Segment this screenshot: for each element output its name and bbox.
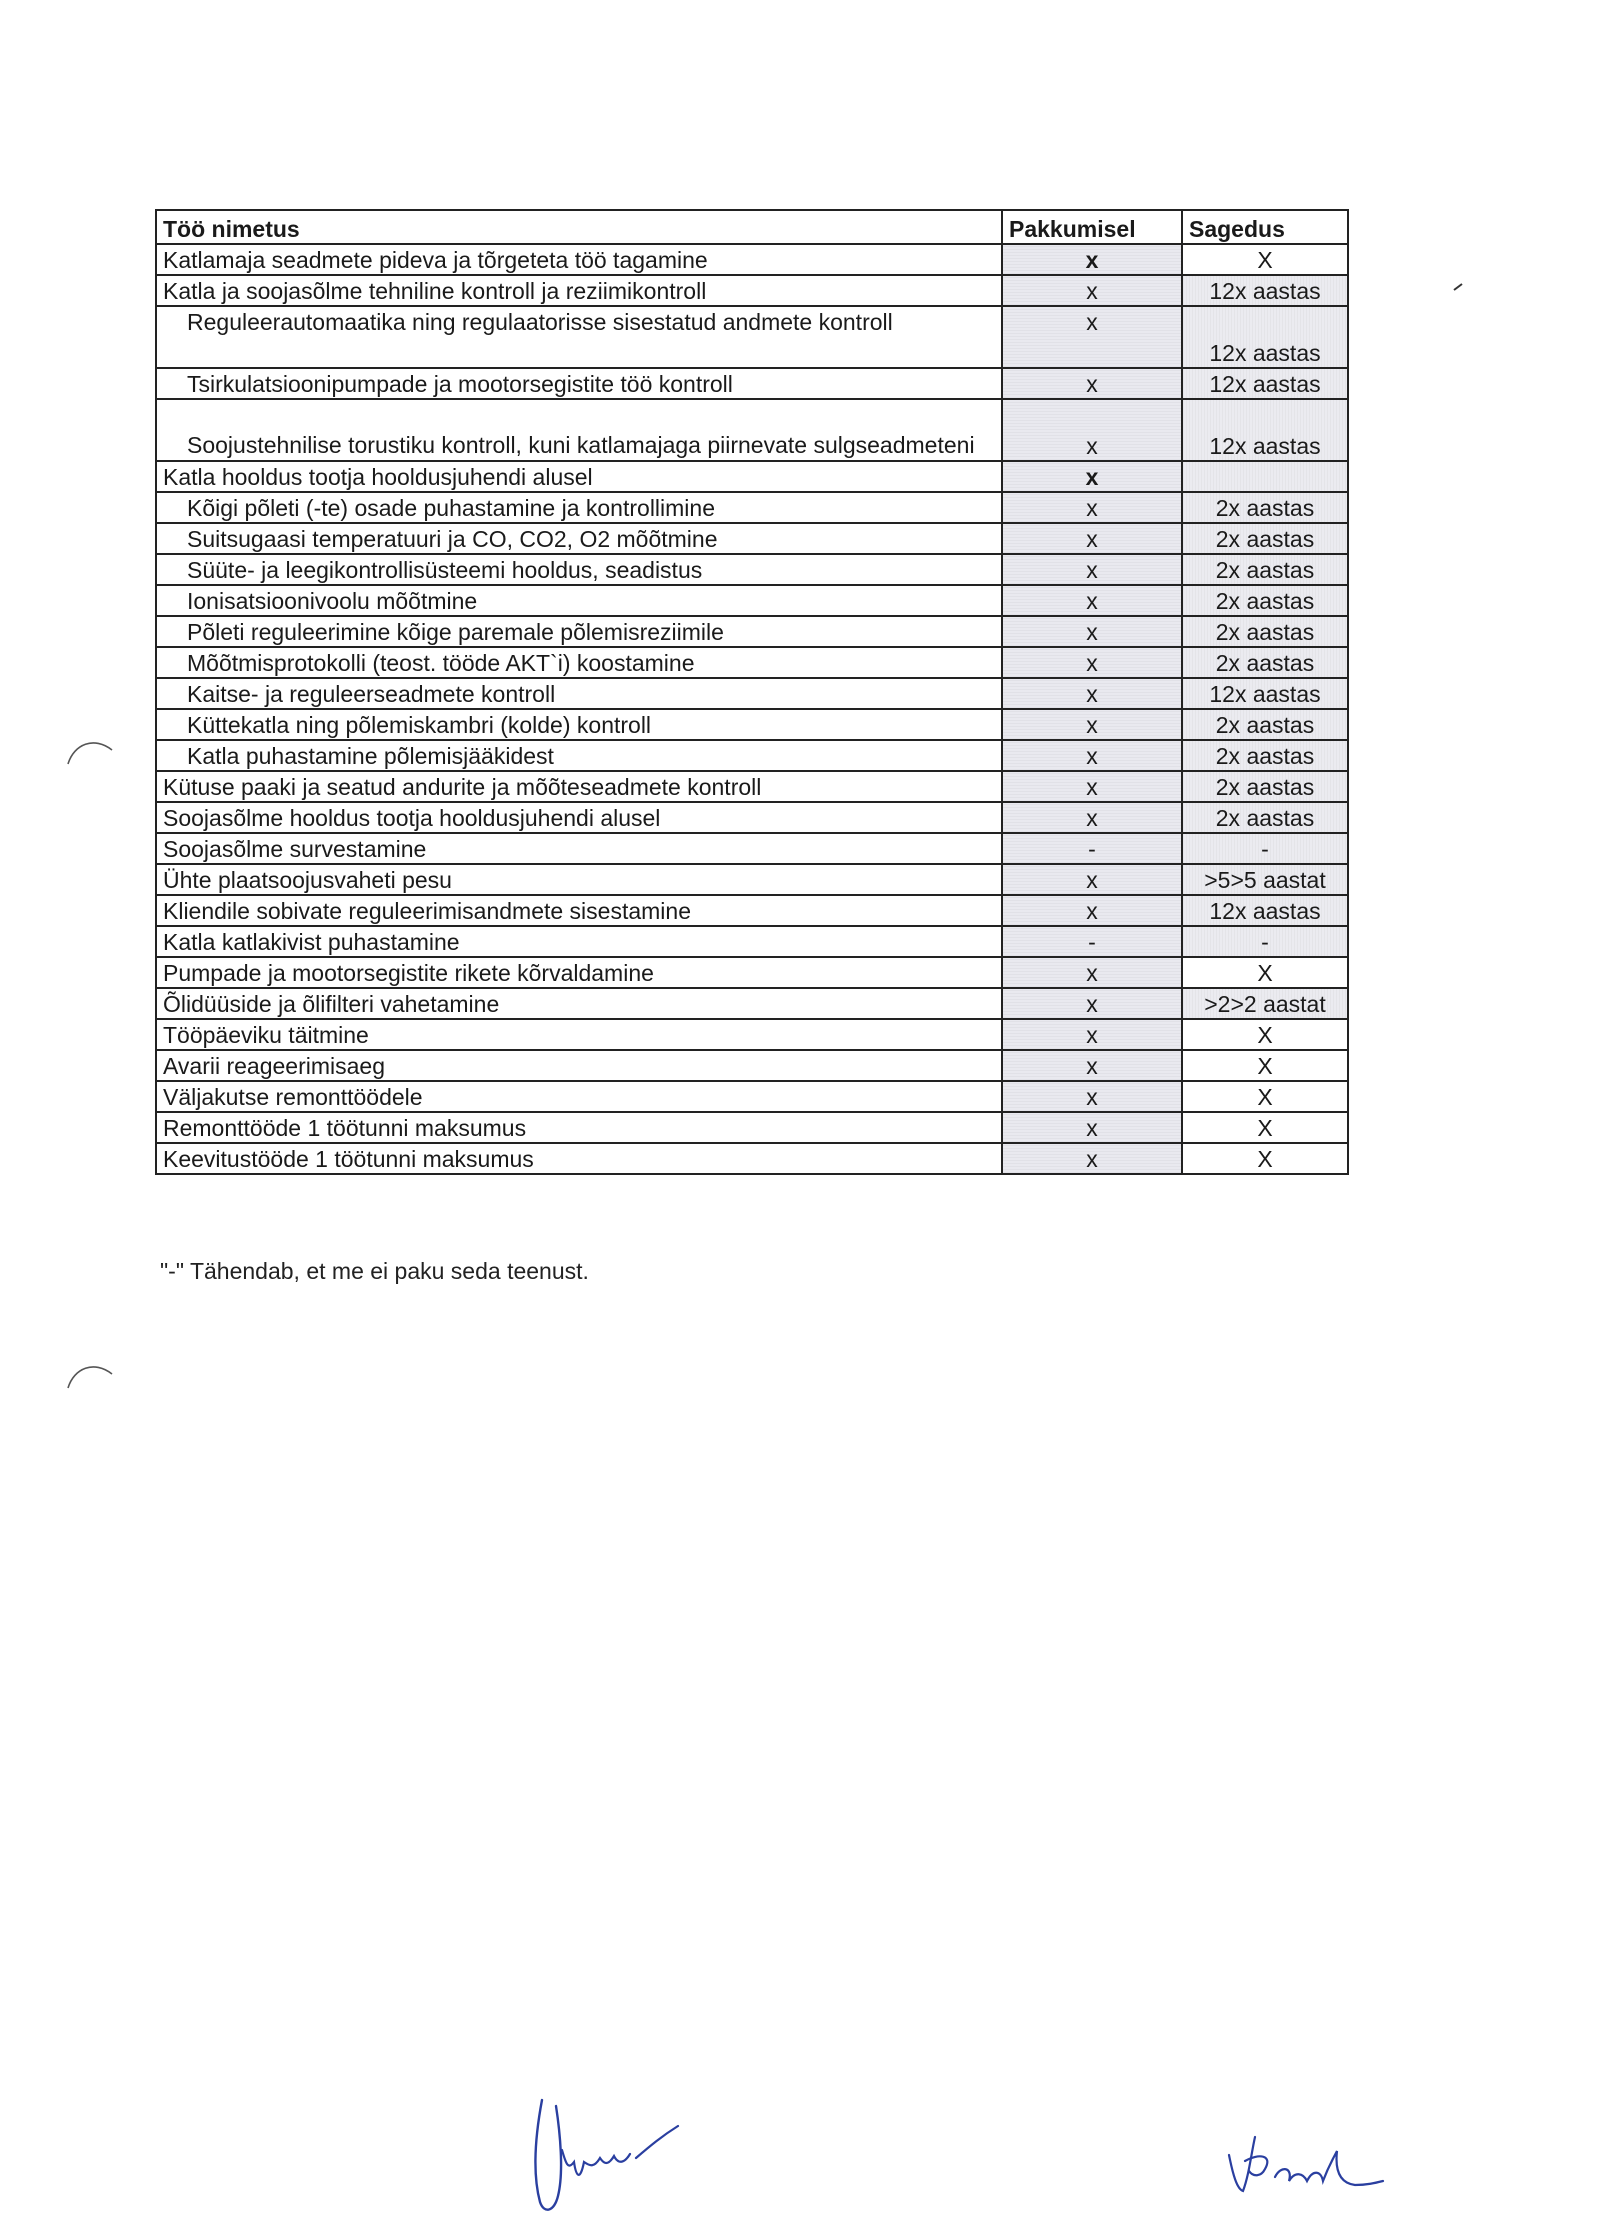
frequency-cell: 2x aastas [1182, 585, 1348, 616]
offer-cell: x [1002, 1112, 1182, 1143]
offer-cell: x [1002, 740, 1182, 771]
offer-cell: - [1002, 833, 1182, 864]
work-name-cell: Soojasõlme survestamine [156, 833, 1002, 864]
table-row [156, 1050, 1348, 1081]
table-row [156, 1143, 1348, 1174]
table-row [156, 926, 1348, 957]
frequency-cell: X [1182, 1081, 1348, 1112]
offer-cell: x [1002, 709, 1182, 740]
table-row [156, 275, 1348, 306]
offer-cell: x [1002, 554, 1182, 585]
frequency-cell: >2>2 aastat [1182, 988, 1348, 1019]
header-offer: Pakkumisel [1002, 210, 1182, 244]
offer-cell: - [1002, 926, 1182, 957]
work-name-cell: Pumpade ja mootorsegistite rikete kõrvaldamine [156, 957, 1002, 988]
table-row [156, 244, 1348, 275]
table-row [156, 523, 1348, 554]
work-name-cell: Avarii reageerimisaeg [156, 1050, 1002, 1081]
work-name-cell: Keevitustööde 1 töötunni maksumus [156, 1143, 1002, 1174]
frequency-cell [1182, 461, 1348, 492]
table-row [156, 771, 1348, 802]
frequency-cell: 12x aastas [1182, 306, 1348, 368]
offer-cell: x [1002, 399, 1182, 461]
work-name-cell: Kaitse- ja reguleerseadmete kontroll [156, 678, 1002, 709]
work-name-cell: Mõõtmisprotokolli (teost. tööde AKT`i) koostamine [156, 647, 1002, 678]
work-name-cell: Tsirkulatsioonipumpade ja mootorsegistite töö kontroll [156, 368, 1002, 399]
frequency-cell: X [1182, 957, 1348, 988]
table-row [156, 461, 1348, 492]
work-name-cell: Reguleerautomaatika ning regulaatorisse sisestatud andmete kontroll [156, 306, 1002, 368]
table-row [156, 678, 1348, 709]
work-name-cell: Remonttööde 1 töötunni maksumus [156, 1112, 1002, 1143]
frequency-cell: 12x aastas [1182, 368, 1348, 399]
footnote: "-" Tähendab, et me ei paku seda teenust. [160, 1258, 589, 1284]
table-row [156, 802, 1348, 833]
punch-hole-mark [64, 726, 134, 796]
offer-cell: x [1002, 771, 1182, 802]
work-name-cell: Kõigi põleti (-te) osade puhastamine ja kontrollimine [156, 492, 1002, 523]
frequency-cell: 2x aastas [1182, 492, 1348, 523]
offer-cell: x [1002, 678, 1182, 709]
table-row [156, 647, 1348, 678]
work-name-cell: Ionisatsioonivoolu mõõtmine [156, 585, 1002, 616]
offer-cell: x [1002, 988, 1182, 1019]
frequency-cell: - [1182, 926, 1348, 957]
signature-right [1215, 2125, 1395, 2215]
table-row [156, 616, 1348, 647]
table-row [156, 399, 1348, 461]
work-name-cell: Põleti reguleerimine kõige paremale põlemisreziimile [156, 616, 1002, 647]
work-name-cell: Kliendile sobivate reguleerimisandmete sisestamine [156, 895, 1002, 926]
frequency-cell: X [1182, 1050, 1348, 1081]
offer-cell: x [1002, 244, 1182, 275]
offer-cell: x [1002, 275, 1182, 306]
work-name-cell: Suitsugaasi temperatuuri ja CO, CO2, O2 mõõtmine [156, 523, 1002, 554]
table-row [156, 1019, 1348, 1050]
offer-cell: x [1002, 802, 1182, 833]
work-name-cell: Kütuse paaki ja seatud andurite ja mõõteseadmete kontroll [156, 771, 1002, 802]
table-row [156, 1081, 1348, 1112]
table-row [156, 1112, 1348, 1143]
table-row [156, 709, 1348, 740]
work-name-cell: Katla ja soojasõlme tehniline kontroll ja reziimikontroll [156, 275, 1002, 306]
frequency-cell: - [1182, 833, 1348, 864]
work-name-cell: Küttekatla ning põlemiskambri (kolde) kontroll [156, 709, 1002, 740]
table-row [156, 895, 1348, 926]
offer-cell: x [1002, 585, 1182, 616]
services-table [155, 209, 1349, 1175]
table-row [156, 585, 1348, 616]
frequency-cell: X [1182, 1019, 1348, 1050]
offer-cell: x [1002, 957, 1182, 988]
table-row [156, 833, 1348, 864]
offer-cell: x [1002, 1050, 1182, 1081]
offer-cell: x [1002, 895, 1182, 926]
offer-cell: x [1002, 864, 1182, 895]
table-row [156, 988, 1348, 1019]
work-name-cell: Väljakutse remonttöödele [156, 1081, 1002, 1112]
header-frequency: Sagedus [1182, 210, 1348, 244]
frequency-cell: 12x aastas [1182, 399, 1348, 461]
frequency-cell: >5>5 aastat [1182, 864, 1348, 895]
frequency-cell: X [1182, 244, 1348, 275]
offer-cell: x [1002, 368, 1182, 399]
offer-cell: x [1002, 1019, 1182, 1050]
header-work-name: Töö nimetus [156, 210, 1002, 244]
table-row [156, 492, 1348, 523]
frequency-cell: 2x aastas [1182, 554, 1348, 585]
frequency-cell: 2x aastas [1182, 771, 1348, 802]
work-name-cell: Katlamaja seadmete pideva ja tõrgeteta töö tagamine [156, 244, 1002, 275]
frequency-cell: 12x aastas [1182, 275, 1348, 306]
work-name-cell: Tööpäeviku täitmine [156, 1019, 1002, 1050]
stray-mark [1452, 282, 1464, 292]
frequency-cell: 2x aastas [1182, 802, 1348, 833]
work-name-cell: Katla puhastamine põlemisjääkidest [156, 740, 1002, 771]
frequency-cell: 2x aastas [1182, 709, 1348, 740]
offer-cell: x [1002, 461, 1182, 492]
frequency-cell: 2x aastas [1182, 647, 1348, 678]
offer-cell: x [1002, 647, 1182, 678]
work-name-cell: Soojasõlme hooldus tootja hooldusjuhendi alusel [156, 802, 1002, 833]
frequency-cell: X [1182, 1143, 1348, 1174]
table-header-row [156, 210, 1348, 244]
work-name-cell: Katla katlakivist puhastamine [156, 926, 1002, 957]
frequency-cell: 2x aastas [1182, 523, 1348, 554]
signature-left [510, 2092, 710, 2222]
punch-hole-mark [64, 1350, 134, 1420]
offer-cell: x [1002, 1081, 1182, 1112]
work-name-cell: Õlidüüside ja õlifilteri vahetamine [156, 988, 1002, 1019]
frequency-cell: 2x aastas [1182, 616, 1348, 647]
table-row [156, 740, 1348, 771]
frequency-cell: 12x aastas [1182, 678, 1348, 709]
table-row [156, 864, 1348, 895]
frequency-cell: 2x aastas [1182, 740, 1348, 771]
work-name-cell: Ühte plaatsoojusvaheti pesu [156, 864, 1002, 895]
table-row [156, 306, 1348, 368]
work-name-cell: Katla hooldus tootja hooldusjuhendi alusel [156, 461, 1002, 492]
work-name-cell: Süüte- ja leegikontrollisüsteemi hooldus, seadistus [156, 554, 1002, 585]
offer-cell: x [1002, 492, 1182, 523]
offer-cell: x [1002, 1143, 1182, 1174]
offer-cell: x [1002, 306, 1182, 368]
table-row [156, 368, 1348, 399]
frequency-cell: X [1182, 1112, 1348, 1143]
frequency-cell: 12x aastas [1182, 895, 1348, 926]
work-name-cell: Soojustehnilise torustiku kontroll, kuni katlamajaga piirnevate sulgseadmeteni [156, 399, 1002, 461]
table-body [156, 244, 1348, 1174]
table-row [156, 554, 1348, 585]
table-row [156, 957, 1348, 988]
offer-cell: x [1002, 616, 1182, 647]
offer-cell: x [1002, 523, 1182, 554]
